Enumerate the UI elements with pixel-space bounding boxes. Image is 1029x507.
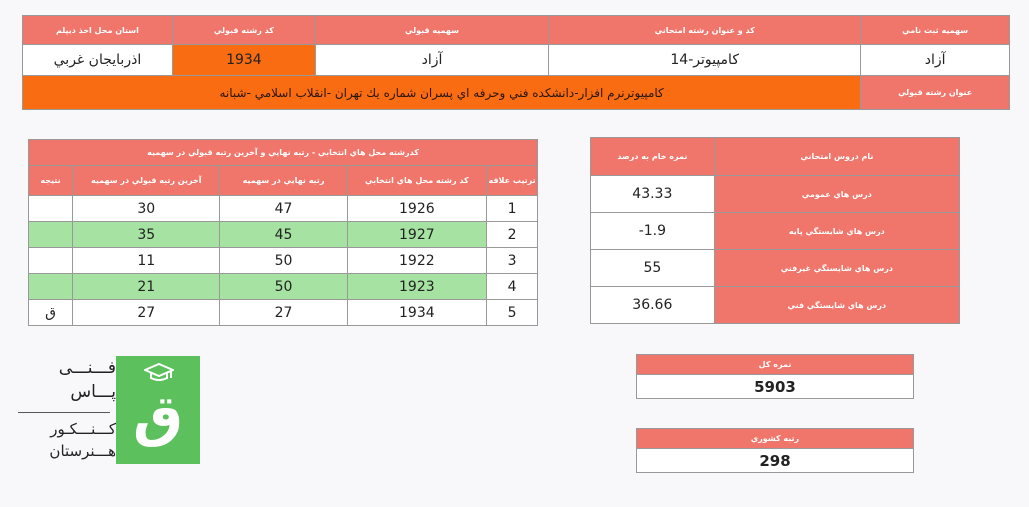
col-last-rank: آخرين رتبه قبولي در سهميه xyxy=(73,166,220,196)
score-cell: 36.66 xyxy=(591,287,715,324)
table-row xyxy=(29,248,538,274)
table-row xyxy=(29,274,538,300)
table-row xyxy=(591,250,960,287)
code-cell: 1927 xyxy=(347,222,487,248)
brand-logo xyxy=(18,356,200,464)
final-rank-cell: 45 xyxy=(220,222,347,248)
national-rank-box xyxy=(636,428,914,473)
logo-text-line2: پـــاس xyxy=(70,382,116,402)
logo-text-line3: کـــنـــکـور xyxy=(50,420,116,438)
subject-cell: درس هاي شايستگي غيرفني xyxy=(714,250,959,287)
code-cell: 1922 xyxy=(347,248,487,274)
result-cell xyxy=(29,222,73,248)
subject-cell: درس هاي شايستگي پايه xyxy=(714,213,959,250)
table-row xyxy=(591,176,960,213)
last-rank-cell: 11 xyxy=(73,248,220,274)
order-cell: 2 xyxy=(487,222,538,248)
order-cell: 5 xyxy=(487,300,538,326)
final-rank-cell: 50 xyxy=(220,274,347,300)
subject-cell: درس هاي عمومي xyxy=(714,176,959,213)
col-result: نتيجه xyxy=(29,166,73,196)
national-rank-value: 298 xyxy=(637,449,914,473)
province-value: اذربايجان غربي xyxy=(23,45,173,76)
final-rank-cell: 27 xyxy=(220,300,347,326)
table-row xyxy=(29,196,538,222)
total-score-value: 5903 xyxy=(637,375,914,399)
result-cell xyxy=(29,274,73,300)
score-cell: 55 xyxy=(591,250,715,287)
col-order: ترتيب علاقه xyxy=(487,166,538,196)
logo-mark xyxy=(116,356,200,464)
last-rank-cell: 21 xyxy=(73,274,220,300)
scores-table xyxy=(590,137,960,324)
accepted-code-value: 1934 xyxy=(172,45,315,76)
total-score-box xyxy=(636,354,914,399)
choices-caption: كدرشته محل هاي انتخابي - رتبه نهايي و آخرين رتبه قبولي در سهميه xyxy=(29,140,538,166)
table-row xyxy=(29,300,538,326)
result-cell xyxy=(29,248,73,274)
total-score-label: نمره كل xyxy=(637,355,914,375)
national-rank-label: رتبه كشوري xyxy=(637,429,914,449)
header-exam-field: كد و عنوان رشته امتحاني xyxy=(549,16,861,45)
score-cell: 43.33 xyxy=(591,176,715,213)
exam-field-value: 14-كامپيوتر xyxy=(549,45,861,76)
col-final-rank: رتبه نهايي در سهميه xyxy=(220,166,347,196)
order-cell: 1 xyxy=(487,196,538,222)
score-cell: -1.9 xyxy=(591,213,715,250)
final-rank-cell: 50 xyxy=(220,248,347,274)
accepted-info-table xyxy=(22,15,1010,110)
col-code: كد رشته محل هاي انتخابي xyxy=(347,166,487,196)
code-cell: 1934 xyxy=(347,300,487,326)
header-quota: سهميه ثبت نامي xyxy=(861,16,1010,45)
accepted-field-title-label: عنوان رشته قبولي xyxy=(861,76,1010,110)
last-rank-cell: 27 xyxy=(73,300,220,326)
table-row xyxy=(591,213,960,250)
final-rank-cell: 47 xyxy=(220,196,347,222)
result-cell: ق xyxy=(29,300,73,326)
accepted-quota-value: آزاد xyxy=(315,45,548,76)
graduation-cap-icon xyxy=(144,362,174,382)
col-score: نمره خام به درصد xyxy=(591,138,715,176)
logo-mark-letter: ق xyxy=(132,384,184,449)
table-row xyxy=(29,222,538,248)
table-row xyxy=(591,287,960,324)
subject-cell: درس هاي شايستگي فني xyxy=(714,287,959,324)
choices-table xyxy=(28,139,538,326)
header-accepted-quota: سهميه قبولي xyxy=(315,16,548,45)
quota-value: آزاد xyxy=(861,45,1010,76)
logo-divider xyxy=(18,412,110,413)
accepted-field-title: كامپيوترنرم افزار-دانشكده فني وحرفه اي پسران شماره يك تهران -انقلاب اسلامي -شبانه xyxy=(23,76,861,110)
order-cell: 4 xyxy=(487,274,538,300)
code-cell: 1923 xyxy=(347,274,487,300)
order-cell: 3 xyxy=(487,248,538,274)
logo-text-line1: فـــنـــی xyxy=(58,358,116,378)
logo-text-line4: هـــنرستان xyxy=(49,442,116,460)
header-province: استان محل اخذ ديپلم xyxy=(23,16,173,45)
result-cell xyxy=(29,196,73,222)
col-subject: نام دروس امتحاني xyxy=(714,138,959,176)
header-accepted-code: كد رشته قبولي xyxy=(172,16,315,45)
code-cell: 1926 xyxy=(347,196,487,222)
last-rank-cell: 35 xyxy=(73,222,220,248)
last-rank-cell: 30 xyxy=(73,196,220,222)
